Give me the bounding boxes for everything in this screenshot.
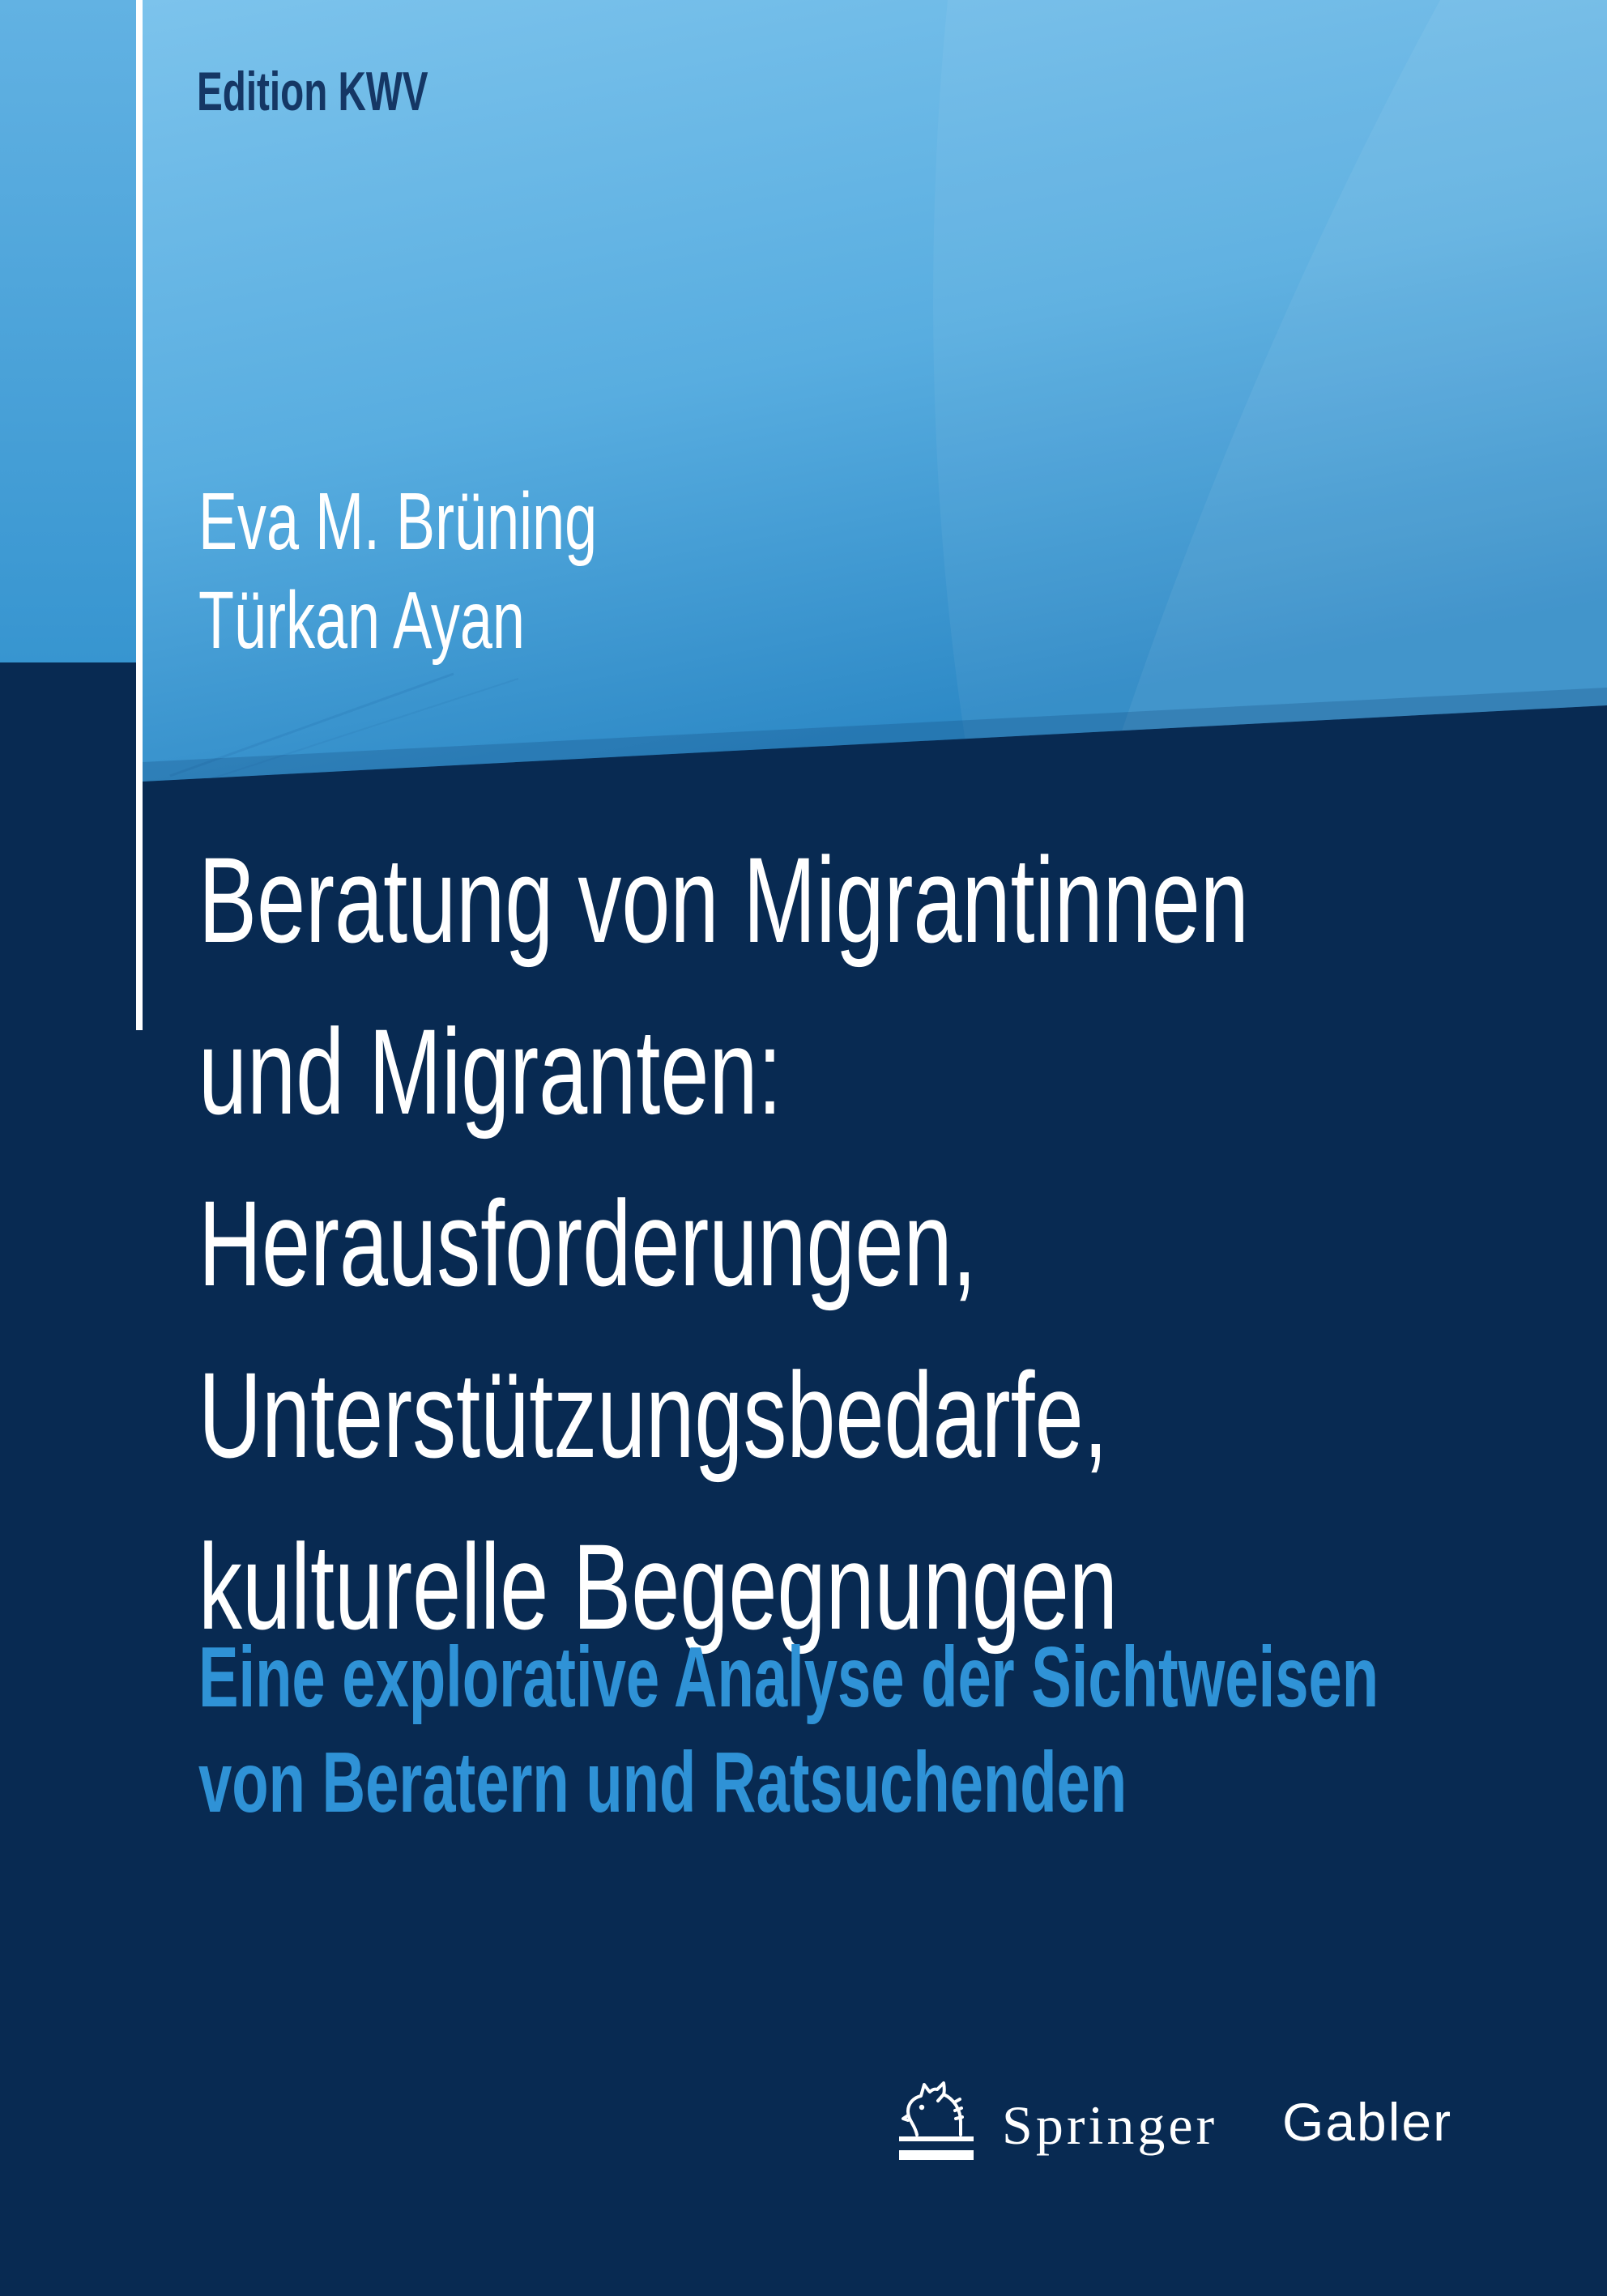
title-line-3: Herausforderungen,	[198, 1175, 977, 1311]
publisher-name-gabler: Gabler	[1282, 2092, 1453, 2152]
left-spine-strip	[0, 0, 136, 662]
subtitle-line-2: von Beratern und Ratsuchenden	[198, 1735, 1127, 1830]
subtitle-line-1: Eine explorative Analyse der Sichtweisen	[198, 1629, 1379, 1725]
vertical-divider-line	[136, 0, 143, 1030]
title-line-1: Beratung von Migrantinnen	[198, 832, 1249, 968]
title-line-5: kulturelle Begegnungen	[198, 1519, 1118, 1655]
author-names	[198, 472, 597, 670]
book-subtitle	[198, 1625, 1379, 1835]
series-label-text: Edition KWV	[197, 61, 428, 122]
publisher-logo	[897, 2080, 1513, 2169]
author-line-1: Eva M. Brüning	[198, 476, 598, 567]
title-line-2: und Migranten:	[198, 1003, 782, 1139]
publisher-name-springer: Springer	[1002, 2094, 1218, 2156]
book-title	[198, 814, 1249, 1672]
title-line-4: Unterstützungsbedarfe,	[198, 1347, 1108, 1483]
springer-horse-knight-icon	[897, 2080, 975, 2161]
series-label	[197, 60, 428, 123]
author-line-2: Türkan Ayan	[198, 575, 525, 666]
